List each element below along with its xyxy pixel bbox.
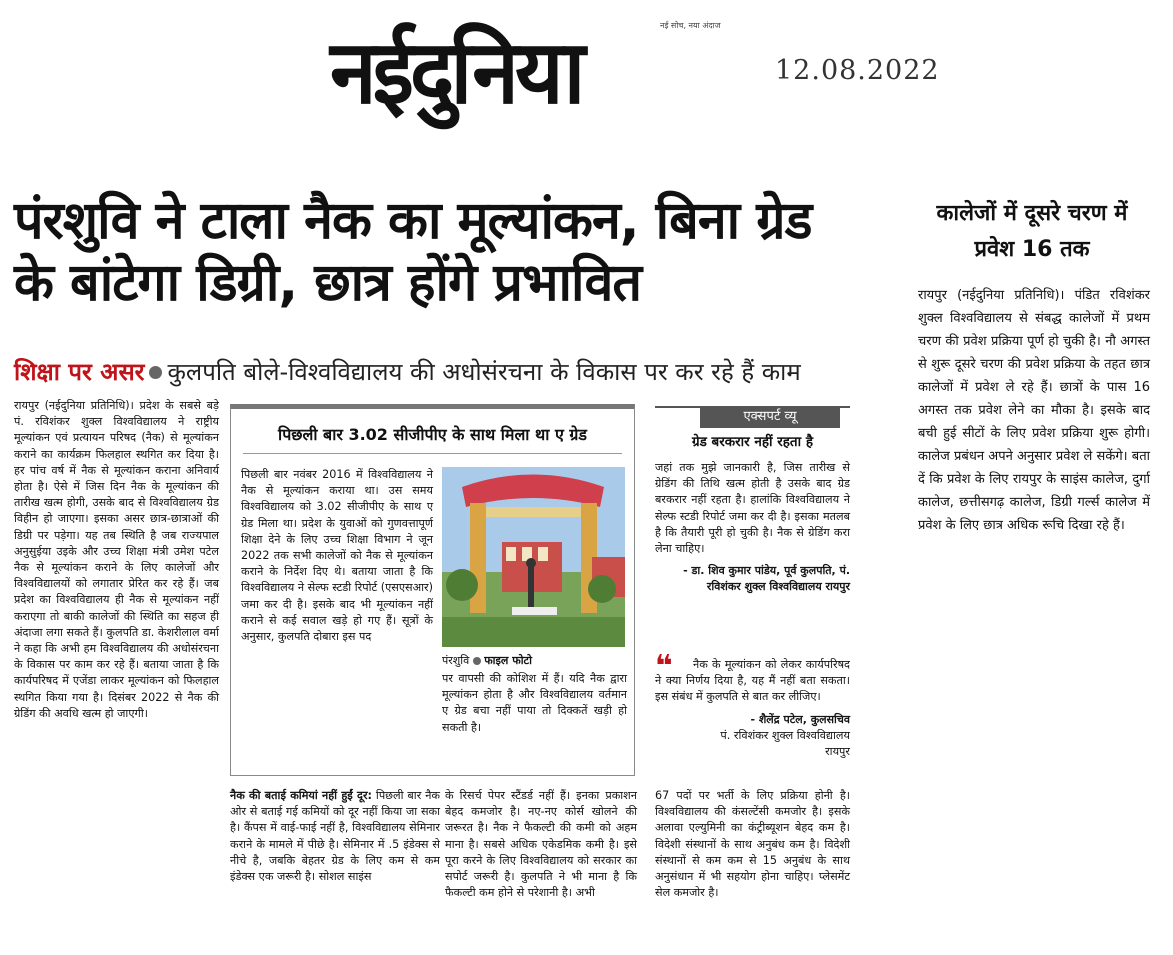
box-text-right: पर वापसी की कोशिश में हैं। यदि नैक द्वारा मूल्यांकन होता है और विश्वविद्यालय वर्तमान ए ग्रेड बचा नहीं पाया तो दिक्कतें खड़ी हो सकती है।: [442, 672, 627, 734]
masthead: [330, 22, 760, 132]
article-column-3: के रिसर्च पेपर स्टैंडर्ड नहीं हैं। इनका प्रकाशन बेहद कमजोर है। नए-नए कोर्स खोलने की जरूरत है। नैक ने फैकल्टी की कमी को अहम माना है। सबसे अधिक एकेडमिक कमी है। इसे पूरा करने के लिए विश्वविद्यालय को सरकार का सपोर्ट जरूरी है। कुलपति ने भी माना है कि फैकल्टी कम होने से परेशानी है। अभी: [445, 789, 637, 900]
university-photo: [442, 467, 625, 647]
registrar-signature-org: पं. रविशंकर शुक्ल विश्वविद्यालय रायपुर: [720, 728, 850, 759]
box-divider: [243, 453, 622, 454]
bullet-dot-icon: [149, 366, 162, 379]
registrar-quote: [655, 649, 850, 760]
expert-quote-body: जहां तक मुझे जानकारी है, जिस तारीख से ग्रेडिंग की तिथि खत्म होती है उसके बाद ग्रेड बरकरार नहीं रहता है। हालांकि विश्वविद्यालय ने सेल्फ स्टडी रिपोर्ट जमा कर दी है। इसका मतलब है कि तैयारी पूरी हो चुकी है। नैक से ग्रेडिंग करा लेना चाहिए।: [655, 461, 850, 556]
subheadline: [14, 355, 864, 387]
article-column-2: [230, 788, 440, 885]
registrar-signature-name: - शैलेंद्र पटेल, कुलसचिव: [750, 712, 850, 726]
university-building-image: [442, 467, 625, 647]
sidebar-box: [230, 404, 635, 776]
kicker-label: शिक्षा पर असर: [14, 358, 145, 386]
newspaper-logo: नईदुनिया: [330, 20, 582, 124]
article-column-1: रायपुर (नईदुनिया प्रतिनिधि)। प्रदेश के सबसे बड़े पं. रविशंकर शुक्ल विश्वविद्यालय ने राष्ट्रीय मूल्यांकन एवं प्रत्यायन परिषद (नैक) से मूल्यांकन कराने का कार्यक्रम फिलहाल स्थगित कर दिया है। हर पांच वर्ष में नैक से मूल्यांकन कराना अनिवार्य होता है। ऐसे में जिस दिन नैक के मूल्यांकन की तारीख खत्म होगी, उसके बाद से विश्वविद्यालय ग्रेड विहीन हो जाएगा। इसका असर छात्र-छात्राओं की डिग्री पर पड़ेगा। यह तब स्थिति है जब राज्यपाल अनुसुईया उइके और उच्च शिक्षा मंत्री उमेश पटेल नैक से मूल्यांकन कराने के लिए कालेजों और विश्वविद्यालयों को लगातार प्रेरित कर रहे हैं। जब प्रदेश का विश्वविद्यालय ही नैक से मूल्यांकन नहीं कराएगा तो बाकी कालेजों की स्थिति का सहज ही अंदाजा लगा सकते हैं। कुलपति डा. केशरीलाल वर्मा ने कहा कि अभी हम विश्वविद्यालय की अधोसंरचना के विकास पर काम कर रहे हैं। बताया जाता है कि कार्यपरिषद में एजेंडा लाकर मूल्यांकन को फिलहाल स्थगित किया गया है। दिसंबर 2022 से नैक की ग्रेडिंग की अवधि खत्म हो जाएगी।: [14, 399, 219, 720]
subheadline-text: कुलपति बोले-विश्वविद्यालय की अधोसंरचना के विकास पर कर रहे हैं काम: [167, 358, 801, 386]
side-story-heading: कालेजों में दूसरे चरण में प्रवेश 16 तक: [936, 201, 1128, 262]
expert-signature-1: - डा. शिव कुमार पांडेय, पूर्व कुलपति, पं. रविशंकर शुक्ल विश्वविद्यालय रायपुर: [683, 564, 850, 594]
side-story-text: रायपुर (नईदुनिया प्रतिनिधि)। पंडित रविशंकर शुक्ल विश्वविद्यालय से संबद्ध कालेजों में प्रथम चरण की प्रवेश प्रक्रिया पूर्ण हो चुकी है। नौ अगस्त से शुरू दूसरे चरण की प्रवेश प्रक्रिया के तहत छात्र कालेजों में प्रवेश ले रहे हैं। छात्रों के पास 16 अगस्त तक प्रवेश लेने का मौका है। इसके बाद बची हुई सीटों के लिए प्रवेश प्रक्रिया शुरू होगी। कालेज प्रबंधन अपने अनुसार प्रवेश ले सकेंगे। बता दें कि प्रवेश के लिए रायपुर के साइंस कालेज, दुर्गा कालेज, छत्तीसगढ़ कालेज, डिग्री गर्ल्स कालेज में प्रवेश के लिए छात्र अधिक रूचि दिखा रहे हैं।: [918, 288, 1150, 533]
expert-heading: ग्रेड बरकरार नहीं रहता है: [692, 434, 813, 450]
caption-label: फाइल फोटो: [484, 654, 532, 667]
main-headline: पंरशुवि ने टाला नैक का मूल्यांकन, बिना ग्रेड के बांटेगा डिग्री, छात्र होंगे प्रभावित: [14, 191, 812, 313]
registrar-quote-body: नैक के मूल्यांकन को लेकर कार्यपरिषद ने क्या निर्णय दिया है, यह मैं नहीं बता सकता। इस संबंध में कुलपति से बात कर लीजिए।: [655, 658, 850, 704]
caption-dot-icon: [473, 657, 481, 665]
deficiency-subheading: नैक की बताई कमियां नहीं हुईं दूर:: [230, 789, 372, 802]
article-column-4: 67 पदों पर भर्ती के लिए प्रक्रिया होनी है। विश्वविद्यालय की कंसल्टेंसी कमजोर है। इसके अलावा एल्युमिनी का कंट्रीब्यूशन बेहद कम है। विदेशी संस्थानों के साथ अनुबंध कम है। विदेशी संस्थानों से कम कम से 15 अनुबंध के साथ अनुसंधान में भी सहयोग होना चाहिए। प्लेसमेंट सेल कमजोर है।: [655, 789, 850, 900]
quote-icon: ❝: [655, 649, 673, 684]
expert-text: [655, 460, 850, 596]
box-heading: पिछली बार 3.02 सीजीपीए के साथ मिला था ए ग्रेड: [278, 425, 587, 444]
column-2-text: पिछली बार नैक ओर से बताई गई कमियों को दूर नहीं किया जा सका है। कैंपस में वाई-फाई नहीं है, विश्वविद्यालय सेमिनार कराने के मामले में पीछे है। सेमिनार में .5 इंडेक्स से नीचे है, जबकि बेहतर ग्रेड के लिए कम से कम इंडेक्स एक जरूरी है। सोशल साइंस: [230, 789, 440, 884]
photo-caption: [442, 653, 532, 668]
publication-date: 12.08.2022: [775, 55, 940, 86]
box-text-left: पिछली बार नवंबर 2016 में विश्वविद्यालय ने नैक से मूल्यांकन कराया था। उस समय विश्वविद्यालय को 3.02 सीजीपीए के साथ ए ग्रेड मिला था। प्रदेश के युवाओं को गुणवत्तापूर्ण शिक्षा देने के लिए उच्च शिक्षा विभाग ने जून 2022 तक सभी कालेजों को नैक से मूल्यांकन कराने के निर्देश दिए थे। बताया जाता है कि विश्वविद्यालय ने सेल्फ स्टडी रिपोर्ट (एसएसआर) जमा कर दी है। इसके बाद भी मूल्यांकन नहीं कराने से कई सवाल खड़े हो गए हैं। सूत्रों के अनुसार, कुलपति दोबारा इस पद: [241, 468, 433, 644]
expert-view-tag: एक्सपर्ट व्यू: [700, 406, 840, 428]
logo-tagline: नई सोच, नया अंदाज: [660, 21, 721, 30]
caption-place: पंरशुवि: [442, 654, 470, 667]
